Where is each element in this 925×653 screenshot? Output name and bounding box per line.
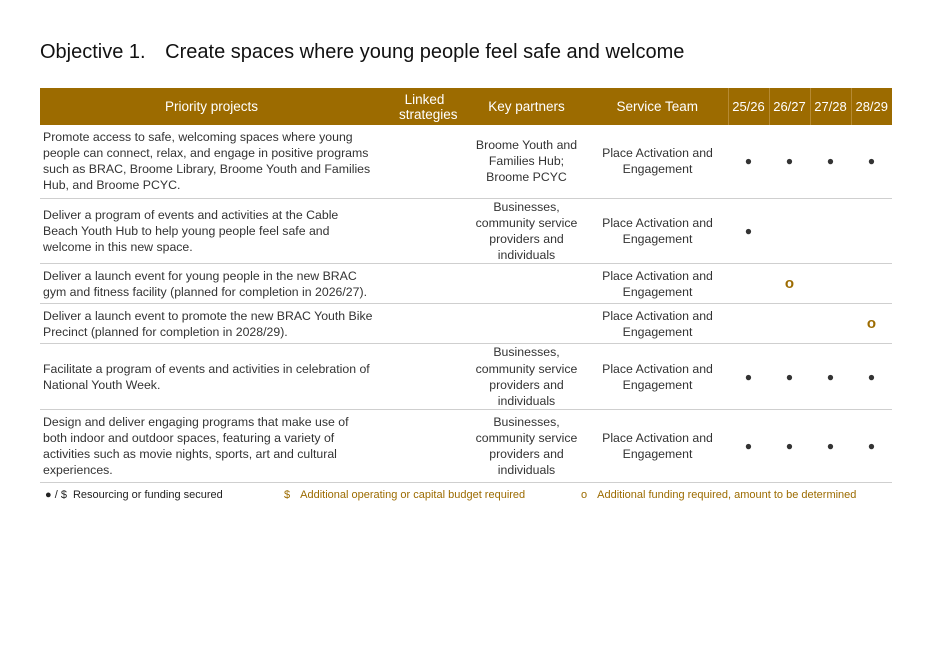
year-2627-marker: ● [769,410,810,483]
key-partners-cell: Broome Youth and Families Hub; Broome PCYC [466,125,587,198]
year-2526-marker: ● [728,198,769,264]
year-2728-marker: ● [810,344,851,410]
year-2627-marker [769,198,810,264]
legend-budget-symbol: $ [284,489,291,501]
table-row [40,125,892,198]
legend-funding-label: Additional funding required, amount to be determined [597,489,857,501]
key-partners-cell: Businesses, community service providers and individuals [466,410,587,483]
table-row [40,264,892,304]
project-description: Deliver a program of events and activities at the Cable Beach Youth Hub to help young people feel safe and welcome in this new space. [40,198,383,264]
header-year-2728: 27/28 [810,88,851,125]
project-description: Facilitate a program of events and activities in celebration of National Youth Week. [40,344,383,410]
linked-strategies-cell [383,264,466,304]
header-year-2627: 26/27 [769,88,810,125]
year-2829-marker [851,198,892,264]
legend-secured-label: Resourcing or funding secured [72,489,223,501]
legend-budget-label: Additional operating or capital budget required [300,489,526,501]
table-row [40,410,892,483]
legend-secured-symbol: ● / $ [45,489,67,501]
linked-strategies-cell [383,344,466,410]
header-year-2526: 25/26 [728,88,769,125]
service-team-cell: Place Activation and Engagement [587,344,728,410]
linked-strategies-cell [383,304,466,344]
year-2526-marker [728,264,769,304]
table-header-row [40,88,892,125]
service-team-cell: Place Activation and Engagement [587,304,728,344]
legend-funding [581,489,856,501]
header-year-2829: 28/29 [851,88,892,125]
year-2829-marker: ● [851,344,892,410]
objective-number: Objective 1. [40,41,146,63]
header-service-team: Service Team [587,88,728,125]
year-2526-marker: ● [728,125,769,198]
linked-strategies-cell [383,125,466,198]
year-2728-marker: ● [810,410,851,483]
table-row [40,304,892,344]
legend-secured [45,489,223,501]
year-2728-marker [810,304,851,344]
key-partners-cell [466,264,587,304]
year-2829-marker: ● [851,125,892,198]
year-2526-marker: ● [728,410,769,483]
key-partners-cell: Businesses, community service providers and individuals [466,344,587,410]
year-2728-marker: ● [810,125,851,198]
table-row [40,198,892,264]
service-team-cell: Place Activation and Engagement [587,125,728,198]
year-2728-marker [810,198,851,264]
legend-budget [284,489,525,501]
year-2627-marker: ● [769,125,810,198]
legend [40,489,892,503]
objective-title: Create spaces where young people feel safe and welcome [165,41,685,63]
year-2526-marker [728,304,769,344]
objective-heading [40,41,684,64]
linked-strategies-cell [383,198,466,264]
legend-funding-symbol: o [581,489,588,501]
year-2627-marker: ● [769,344,810,410]
project-description: Deliver a launch event for young people in the new BRAC gym and fitness facility (planned for completion in 2026/27). [40,264,383,304]
header-linked-strategies: Linked strategies [383,88,466,125]
key-partners-cell: Businesses, community service providers and individuals [466,198,587,264]
table-row [40,344,892,410]
project-description: Design and deliver engaging programs that make use of both indoor and outdoor spaces, featuring a variety of activities such as movie nights, sports, art and cultural experiences. [40,410,383,483]
year-2728-marker [810,264,851,304]
year-2829-marker [851,264,892,304]
service-team-cell: Place Activation and Engagement [587,410,728,483]
project-description: Promote access to safe, welcoming spaces where young people can connect, relax, and engage in positive programs such as BRAC, Broome Library, Broome Youth and Families Hub, and Broome PCYC. [40,125,383,198]
year-2829-marker: ● [851,410,892,483]
key-partners-cell [466,304,587,344]
header-priority-projects: Priority projects [40,88,383,125]
header-key-partners: Key partners [466,88,587,125]
year-2829-marker: o [851,304,892,344]
service-team-cell: Place Activation and Engagement [587,198,728,264]
project-description: Deliver a launch event to promote the new BRAC Youth Bike Precinct (planned for completion in 2028/29). [40,304,383,344]
year-2627-marker: o [769,264,810,304]
service-team-cell: Place Activation and Engagement [587,264,728,304]
linked-strategies-cell [383,410,466,483]
priority-projects-table [40,88,892,483]
year-2627-marker [769,304,810,344]
year-2526-marker: ● [728,344,769,410]
